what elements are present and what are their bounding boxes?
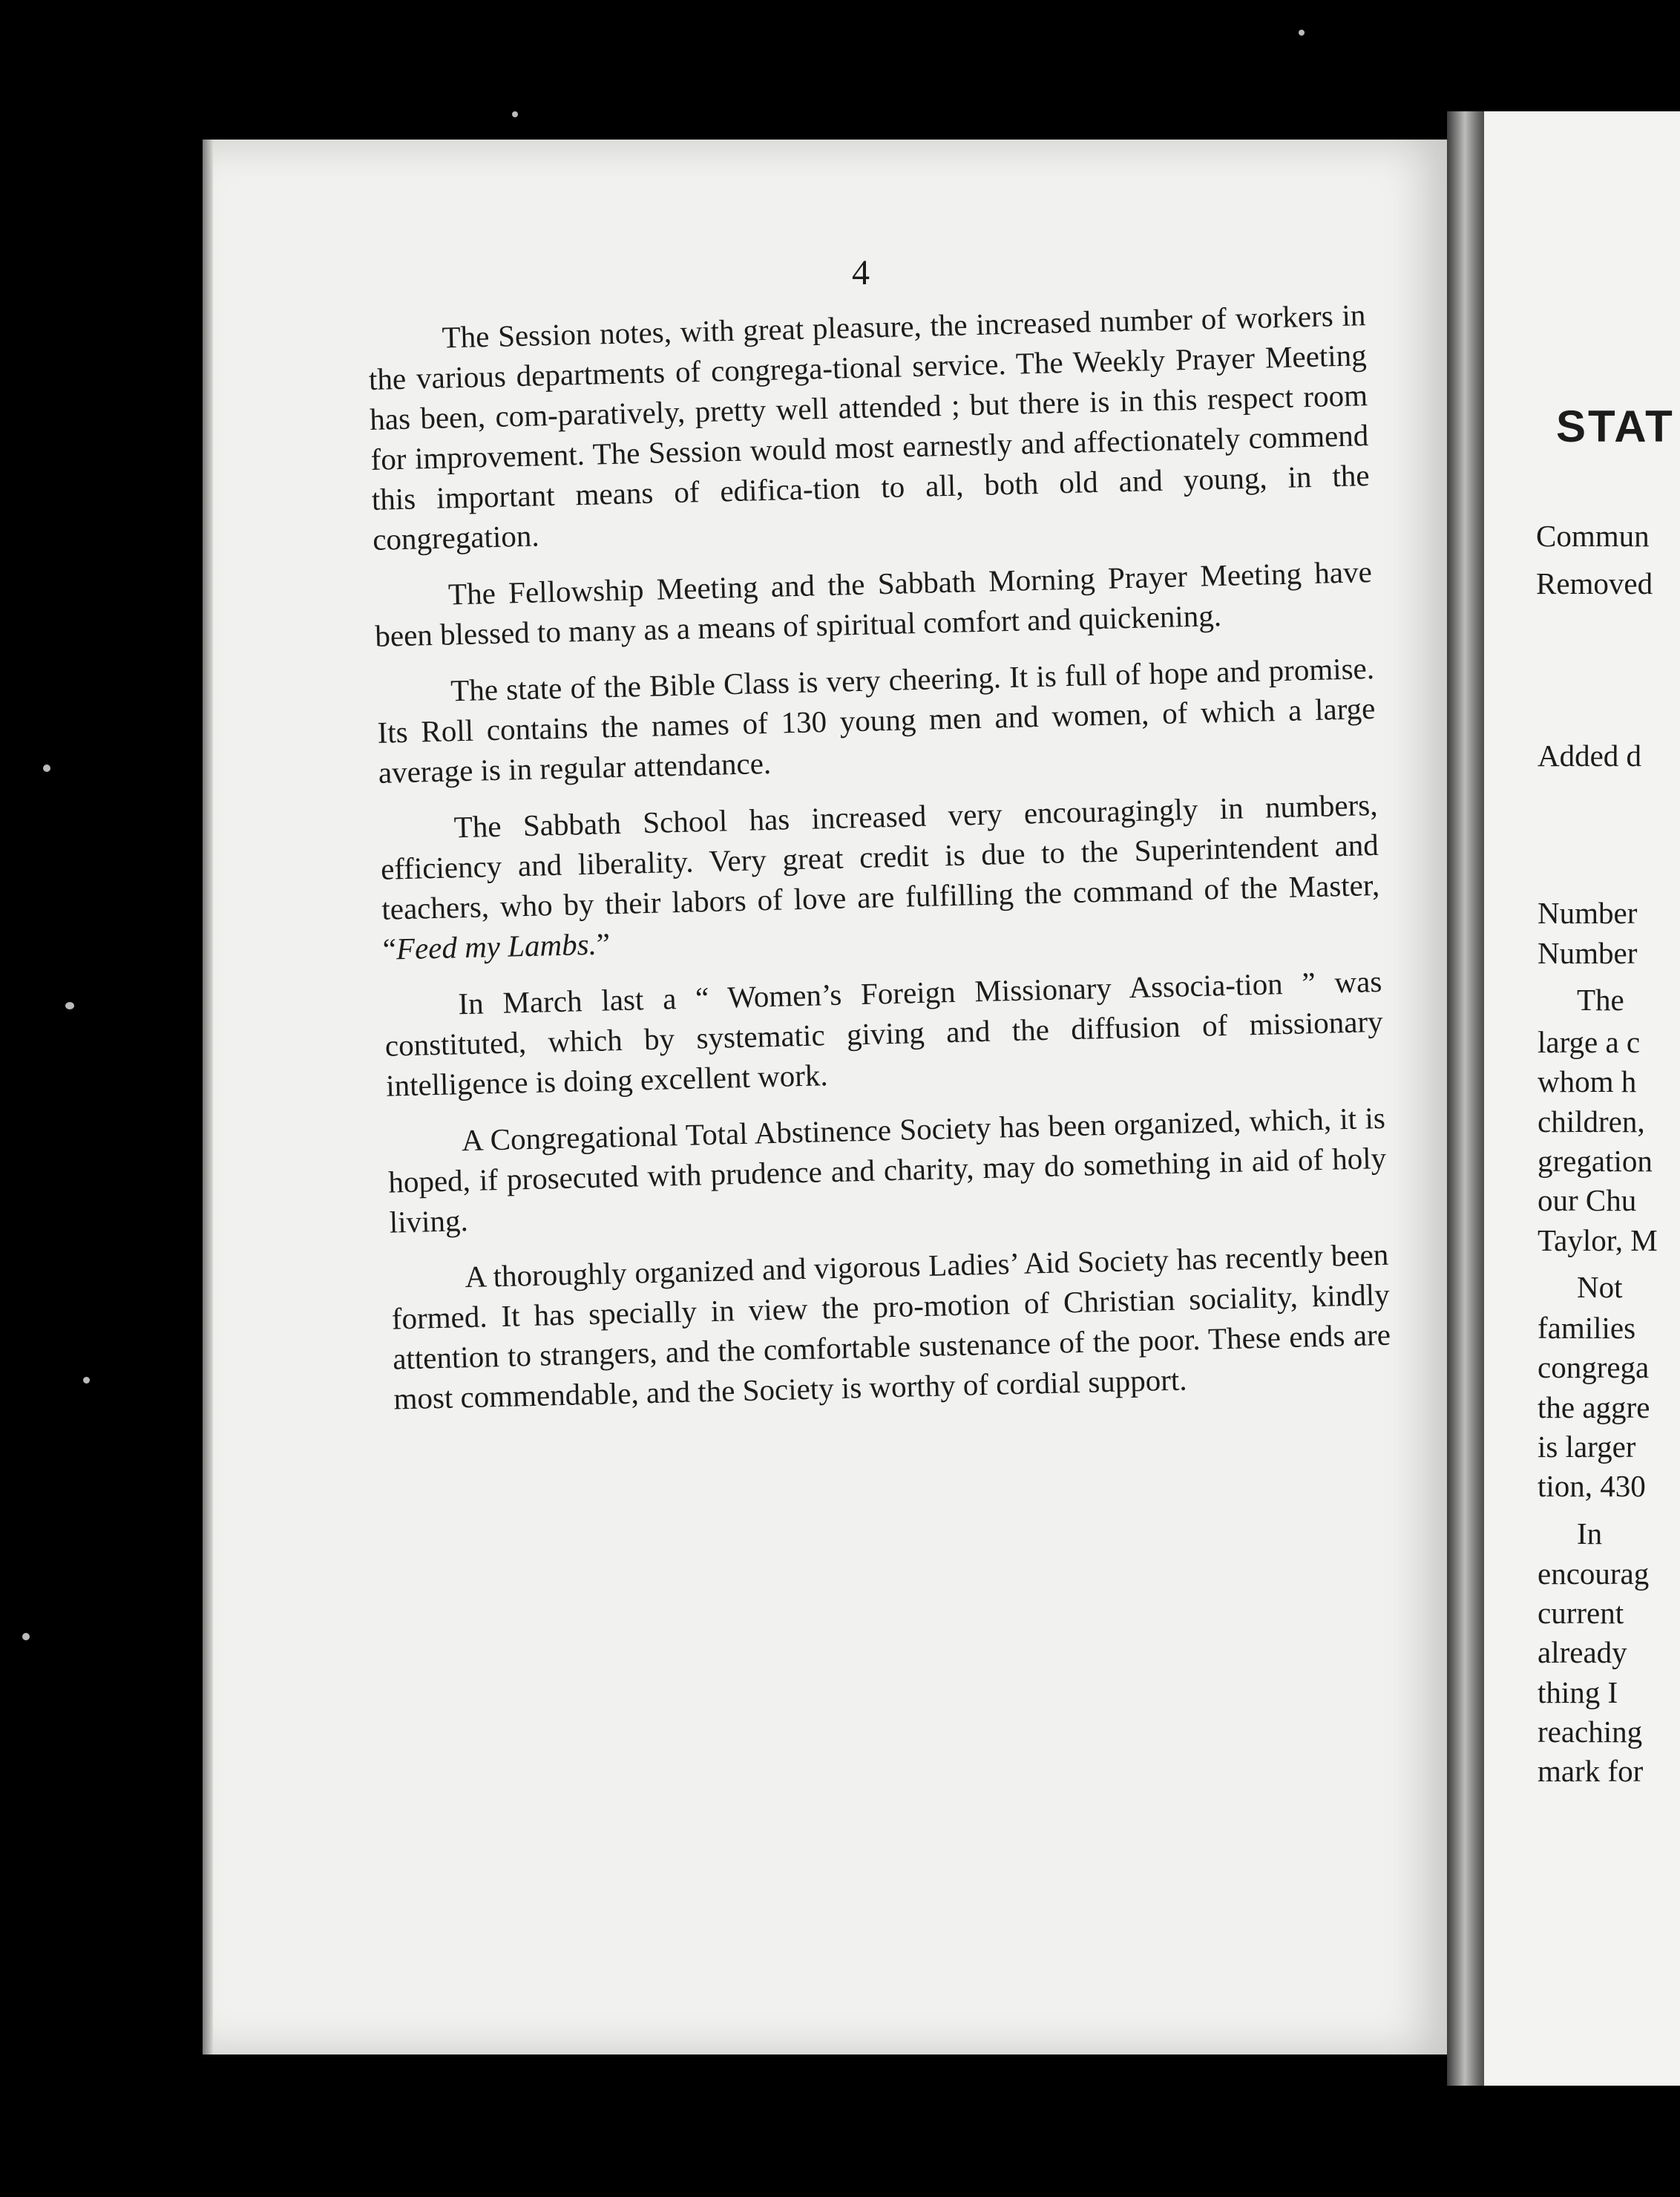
right-line: whom h [1538,1064,1637,1098]
right-line: tion, 430 [1538,1469,1646,1503]
right-line: reaching [1538,1715,1643,1749]
dust-speck [1299,30,1305,36]
right-page [1484,111,1680,2086]
paragraph-sabbath-school [379,785,1381,969]
right-line: Removed [1536,566,1653,600]
paragraph-bible-class: The state of the Bible Class is very cheering. It is full of hope and promise. Its Roll contains the names of 130 young men and women, of which a large average is in regular attendance. [377,650,1376,790]
right-line: The [1577,983,1624,1017]
right-line: Number [1538,936,1638,970]
right-line: Number [1538,896,1638,930]
right-line: gregation [1538,1144,1653,1178]
paragraph-session-notes: The Session notes, with great pleasure, the increased number of workers in the various departments of congrega-tional service. The Weekly Prayer Meeting has been, com-paratively, pretty well attended ; but there is in this respect room for improvement. The Session would most earnestly and affectionately commend this important means of edifica-tion to all, both old and young, in the congregation. [368,298,1371,557]
left-page-text [367,295,1392,1435]
paragraph-ladies-aid: A thoroughly organized and vigorous Ladies’ Aid Society has recently been formed. It has specially in view the pro-motion of Christian sociality, kindly attention to strangers, and the comfortable sustenance of the poor. These ends are most commendable, and the Society is worthy of cordial support. [391,1237,1391,1416]
right-line: already [1538,1635,1627,1669]
dust-speck [512,111,518,117]
sabbath-school-text: The Sabbath School has increased very encouragingly in numbers, efficiency and liberality. Very great credit is due to the Superintendent and teachers, who by their labors of love are fulfilling the command of the Master, “ [380,787,1380,966]
right-line: Not [1577,1270,1623,1304]
right-line: our Chu [1538,1183,1637,1217]
paragraph-abstinence-society: A Congregational Total Abstinence Society has been organized, which, it is hoped, if prosecuted with prudence and charity, may do something in aid of holy living. [387,1100,1387,1240]
right-line: In [1577,1516,1603,1551]
right-page-heading: STAT [1556,402,1675,451]
right-line: Taylor, M [1538,1223,1658,1257]
right-line: thing I [1538,1675,1618,1709]
right-line: is larger [1538,1430,1636,1464]
right-line: Added d [1538,739,1642,773]
right-line: mark for [1538,1754,1644,1788]
dust-speck [22,1633,30,1640]
dust-speck [65,1002,74,1009]
right-line: Commun [1536,519,1650,553]
dust-speck [43,764,50,772]
dust-speck [83,1377,90,1384]
right-line: families [1538,1311,1636,1345]
paragraph-missionary-association: In March last a “ Women’s Foreign Missionary Associa-tion ” was constituted, which by systematic giving and the diffusion of missionary intelligence is doing excellent work. [384,963,1384,1103]
right-line: children, [1538,1104,1645,1139]
right-line: the aggre [1538,1390,1650,1424]
paragraph-fellowship-meeting: The Fellowship Meeting and the Sabbath Morning Prayer Meeting have been blessed to many as a means of spiritual comfort and quickening. [374,554,1373,653]
page-number: 4 [852,253,870,292]
scripture-quote: Feed my Lambs. [396,926,597,966]
right-line: large a c [1538,1025,1641,1059]
right-line: encourag [1538,1556,1650,1591]
quote-close: ” [596,926,611,961]
right-line: congrega [1538,1350,1650,1384]
right-line: current [1538,1596,1624,1630]
